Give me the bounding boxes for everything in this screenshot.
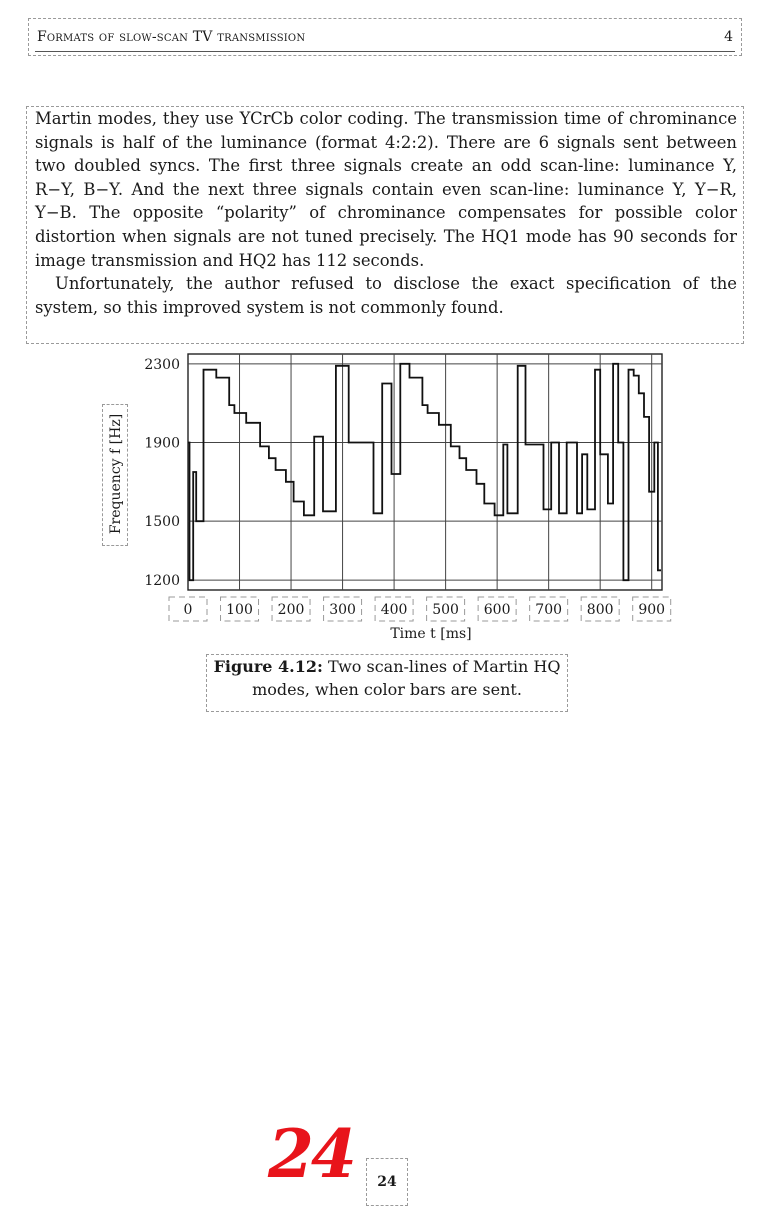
figure-caption <box>206 654 568 712</box>
y-tick-label: 2300 <box>144 356 180 373</box>
x-axis-label: Time t [ms] <box>390 626 472 642</box>
x-tick-label: 800 <box>586 602 614 618</box>
header-chapter-number: 4 <box>724 29 733 45</box>
x-tick-label: 300 <box>329 602 356 618</box>
x-tick-label: 500 <box>432 602 459 618</box>
header-title: Formats of slow-scan TV transmission <box>37 29 306 45</box>
y-tick-label: 1900 <box>144 435 180 452</box>
x-tick-label: 0 <box>183 602 193 618</box>
y-axis-label: Frequency f [Hz] <box>108 413 124 535</box>
figure-label: Figure 4.12: <box>213 657 323 676</box>
series-line <box>188 364 661 580</box>
plot-frame <box>188 354 662 590</box>
y-tick-label: 1500 <box>144 514 180 531</box>
page-number: 24 <box>366 1158 408 1206</box>
x-tick-label: 600 <box>483 602 511 618</box>
x-tick-label: 700 <box>535 602 563 618</box>
x-tick-label: 900 <box>638 602 666 618</box>
x-tick-label: 400 <box>380 602 408 618</box>
figure-caption-text: Two scan-lines of Martin HQ modes, when color bars are sent. <box>252 657 561 699</box>
x-tick-label: 100 <box>226 602 253 618</box>
red-24-logo: 24 <box>268 1115 354 1193</box>
y-tick-label: 1200 <box>144 573 180 590</box>
paragraph-martin-modes: Martin modes, they use YCrCb color coding. The transmission time of chrominance signals is half of the luminance (format 4:2:2). There are 6 signals sent between two doubled syncs. The first three signals create an odd scan-line: luminance Y, R−Y, B−Y. And the next three signals contain even scan-line: luminance Y, Y−R, Y−B. The opposite “polarity” of chrominance compensates for possible color distortion when signals are not tuned precisely. The HQ1 mode has 90 seconds for image transmission and HQ2 has 112 seconds. <box>35 109 737 270</box>
paragraph-unfortunately: Unfortunately, the author refused to disclose the exact specification of the system, so this improved system is not commonly found. <box>35 274 737 317</box>
x-tick-label: 200 <box>277 602 305 618</box>
